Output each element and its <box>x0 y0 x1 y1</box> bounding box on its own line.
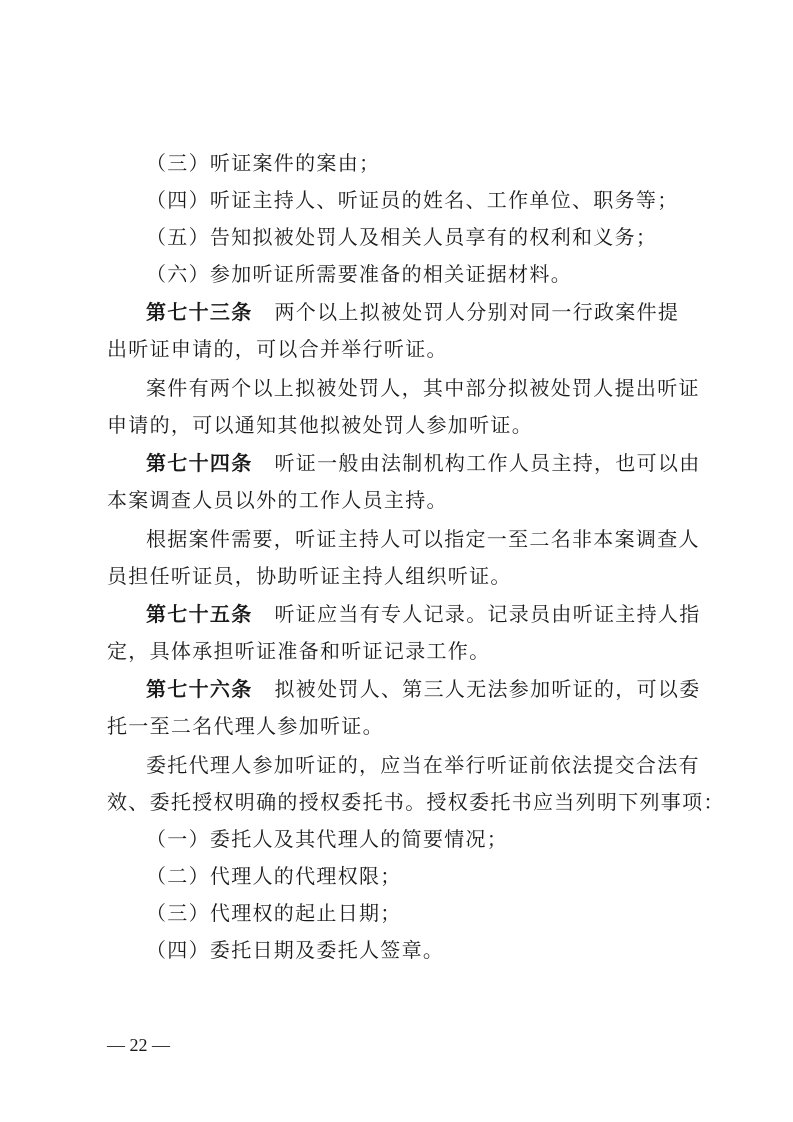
article-75-heading: 第七十五条 <box>146 602 253 626</box>
article-76-heading: 第七十六条 <box>146 677 253 701</box>
article-74-continuation: 本案调查人员以外的工作人员主持。 <box>107 488 448 512</box>
list-item-3: （三）听证案件的案由； <box>146 151 381 175</box>
paragraph-power-of-attorney: 委托代理人参加听证的，应当在举行听证前依法提交合法有 <box>146 753 700 777</box>
paragraph-multiple-parties: 案件有两个以上拟被处罚人，其中部分拟被处罚人提出听证 <box>146 376 700 400</box>
paragraph-power-of-attorney-continuation: 效、委托授权明确的授权委托书。授权委托书应当列明下列事项： <box>107 790 725 814</box>
article-75-first-line <box>146 594 701 634</box>
list-item-5: （五）告知拟被处罚人及相关人员享有的权利和义务； <box>146 225 658 249</box>
list-item-4: （四）听证主持人、听证员的姓名、工作单位、职务等； <box>146 188 679 212</box>
article-74-heading: 第七十四条 <box>146 451 253 475</box>
article-76-continuation: 托一至二名代理人参加听证。 <box>107 714 384 738</box>
list-item-1: （一）委托人及其代理人的简要情况； <box>146 827 509 851</box>
article-73-first-line <box>146 292 693 332</box>
list-item-4b: （四）委托日期及委托人签章。 <box>146 938 445 962</box>
article-74-text: 听证一般由法制机构工作人员主持，也可以由 <box>274 451 701 475</box>
paragraph-hearing-officers-continuation: 员担任听证员，协助听证主持人组织听证。 <box>107 564 512 588</box>
article-74-first-line <box>146 443 701 483</box>
article-73-heading: 第七十三条 <box>146 300 253 324</box>
article-73-text: 两个以上拟被处罚人分别对同一行政案件提 <box>274 300 680 324</box>
list-item-3b: （三）代理权的起止日期； <box>146 901 402 925</box>
article-76-text: 拟被处罚人、第三人无法参加听证的，可以委 <box>274 677 701 701</box>
article-76-first-line <box>146 669 701 709</box>
paragraph-hearing-officers: 根据案件需要，听证主持人可以指定一至二名非本案调查人 <box>146 527 700 551</box>
list-item-6: （六）参加听证所需要准备的相关证据材料。 <box>146 262 572 286</box>
article-75-text: 听证应当有专人记录。记录员由听证主持人指 <box>274 602 701 626</box>
list-item-2: （二）代理人的代理权限； <box>146 864 402 888</box>
page-number: — 22 — <box>107 1035 170 1055</box>
article-73-continuation: 出听证申请的，可以合并举行听证。 <box>107 337 448 361</box>
paragraph-multiple-parties-continuation: 申请的，可以通知其他拟被处罚人参加听证。 <box>107 413 533 437</box>
article-75-continuation: 定，具体承担听证准备和听证记录工作。 <box>107 639 491 663</box>
